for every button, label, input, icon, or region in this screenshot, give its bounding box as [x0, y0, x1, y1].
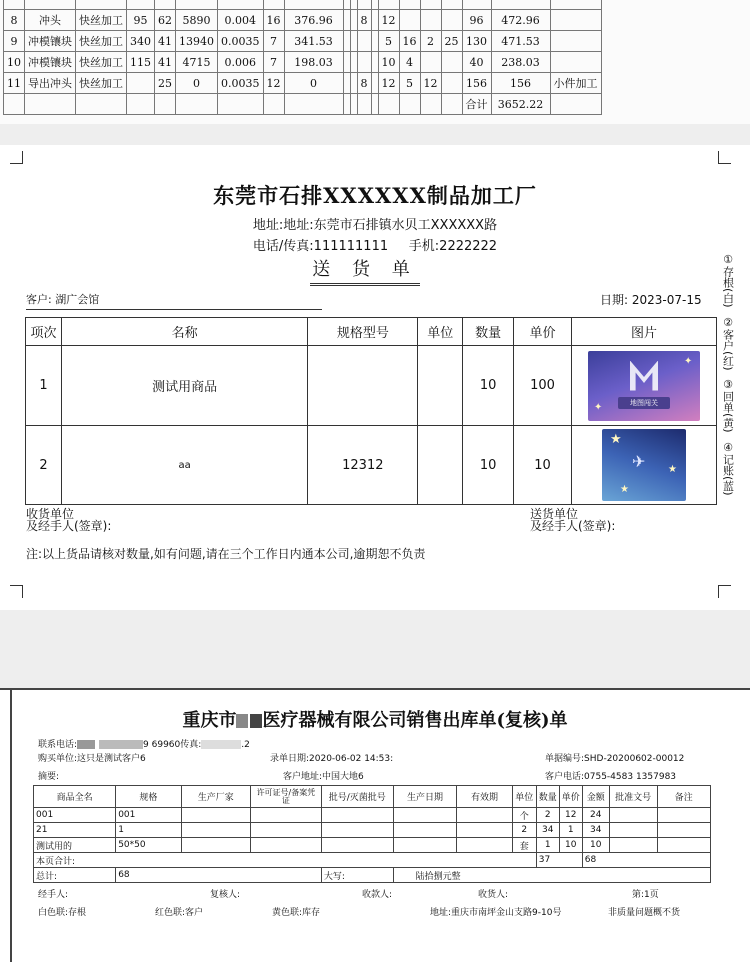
cell-c11 [350, 31, 357, 52]
cell [393, 823, 457, 838]
cell-c9: 0 [284, 73, 343, 94]
col-header: 规格型号 [308, 318, 418, 346]
cell-c7 [218, 0, 264, 10]
cell-process: 快丝加工 [76, 52, 127, 73]
cell [609, 808, 657, 823]
cell-c19: 471.53 [491, 31, 550, 52]
cell: 50*50 [116, 838, 181, 853]
table-row [34, 823, 711, 838]
customer-field: 客户: 湖广会馆 [26, 291, 322, 310]
cell: 套 [512, 838, 536, 853]
cell-c20 [550, 0, 601, 10]
cell-c4: 115 [127, 52, 155, 73]
cell-c11 [350, 52, 357, 73]
table-row [26, 346, 717, 426]
cell [181, 838, 250, 853]
cell-name [25, 0, 76, 10]
copy-label: ①存根(白) [721, 253, 735, 308]
cell-c12 [357, 31, 371, 52]
cell-c7: 0.004 [218, 10, 264, 31]
cell-c13 [371, 52, 378, 73]
row-image-cell [572, 346, 717, 426]
col-header: 单价 [559, 786, 582, 808]
total-row [4, 94, 602, 115]
cell-c10 [343, 52, 350, 73]
thumbnail-caption: 地图闯关 [618, 397, 670, 409]
row-price: 10 [514, 426, 572, 505]
cell: 34 [536, 823, 559, 838]
cell-c5: 41 [155, 52, 176, 73]
cell-c20 [550, 31, 601, 52]
receiver-field: 收货人: [478, 890, 509, 900]
airplane-icon: ✈ [632, 452, 646, 471]
total-value: 68 [116, 868, 322, 883]
cell-c8: 16 [263, 10, 284, 31]
cell [657, 838, 710, 853]
table-row [4, 0, 602, 10]
cell-c6: 4715 [176, 52, 218, 73]
cell-c18: 96 [462, 10, 491, 31]
col-header: 规格 [116, 786, 181, 808]
col-header: 名称 [61, 318, 307, 346]
cell: 001 [34, 808, 116, 823]
cell [321, 808, 393, 823]
cell-c10 [343, 0, 350, 10]
cell-c12: 8 [357, 73, 371, 94]
header-row [34, 786, 711, 808]
delivery-note-sheet [0, 145, 750, 610]
cell-c17 [441, 0, 462, 10]
delivery-table [25, 317, 717, 505]
col-header: 图片 [572, 318, 717, 346]
cell [457, 808, 513, 823]
cell-c17 [441, 10, 462, 31]
logo-m-icon [630, 361, 658, 391]
cell-c6 [176, 0, 218, 10]
cell: 34 [582, 823, 609, 838]
col-header: 商品全名 [34, 786, 116, 808]
cell-c6: 5890 [176, 10, 218, 31]
cell-c13 [371, 73, 378, 94]
table-row [4, 31, 602, 52]
cell-process: 快丝加工 [76, 10, 127, 31]
cell-c19: 156 [491, 73, 550, 94]
redaction-block [99, 740, 143, 749]
cell [457, 823, 513, 838]
grand-total-row [34, 868, 711, 883]
col-header: 项次 [26, 318, 62, 346]
cell-c15: 16 [399, 31, 420, 52]
cell [393, 808, 457, 823]
cell-process: 快丝加工 [76, 31, 127, 52]
cell-c5: 41 [155, 31, 176, 52]
cell-c15: 5 [399, 73, 420, 94]
cell-c5: 25 [155, 73, 176, 94]
col-header: 生产厂家 [181, 786, 250, 808]
cell-c14: 12 [378, 10, 399, 31]
cell-c9: 198.03 [284, 52, 343, 73]
cell: 1 [536, 838, 559, 853]
row-name: 测试用商品 [61, 346, 307, 426]
header-row [26, 318, 717, 346]
row-qty: 10 [463, 346, 514, 426]
cell [657, 823, 710, 838]
table-row [4, 52, 602, 73]
cell: 24 [582, 808, 609, 823]
col-header: 备注 [657, 786, 710, 808]
cell-c4: 95 [127, 10, 155, 31]
cell-process: 快丝加工 [76, 73, 127, 94]
cell-c13 [371, 31, 378, 52]
table-row [34, 808, 711, 823]
redaction-block [250, 714, 262, 728]
cell-c17 [441, 73, 462, 94]
page-total-qty: 37 [536, 853, 582, 868]
col-header: 有效期 [457, 786, 513, 808]
cell-no: 11 [4, 73, 25, 94]
redaction-block [77, 740, 95, 749]
document-title: 重庆市 医疗器械有限公司销售出库单(复核)单 [182, 710, 568, 731]
quality-note: 非质量问题概不货 [608, 908, 681, 918]
cell-c12 [357, 52, 371, 73]
cell-c20: 小件加工 [550, 73, 601, 94]
disclaimer-note: 注:以上货品请核对数量,如有问题,请在三个工作日内通本公司,逾期恕不负责 [26, 547, 426, 561]
cell [250, 823, 321, 838]
cell [181, 823, 250, 838]
cell: 个 [512, 808, 536, 823]
crop-mark [10, 151, 23, 164]
table-row [4, 10, 602, 31]
cell-process [76, 0, 127, 10]
cell-c20 [550, 52, 601, 73]
col-header: 批准文号 [609, 786, 657, 808]
processing-cost-table [3, 0, 602, 115]
cell [181, 808, 250, 823]
cell-name: 冲模镶块 [25, 52, 76, 73]
summary-field: 摘要: [38, 772, 60, 782]
table-row [26, 426, 717, 505]
cell-c16: 2 [420, 31, 441, 52]
cell-c13 [371, 10, 378, 31]
crop-mark [10, 585, 23, 598]
cell: 1 [559, 823, 582, 838]
cell [657, 808, 710, 823]
capital-value: 陆拾捌元整 [393, 868, 710, 883]
copy-white: 白色联:存根 [38, 908, 87, 918]
cell-c6: 13940 [176, 31, 218, 52]
total-label: 总计: [34, 868, 116, 883]
star-icon: ✦ [594, 401, 603, 413]
cell-c4 [127, 73, 155, 94]
cell [393, 838, 457, 853]
cell-c10 [343, 73, 350, 94]
copy-label: ③回单(黄) [721, 378, 735, 433]
cell: 2 [536, 808, 559, 823]
table-row [4, 73, 602, 94]
copy-label: ④记账(蓝) [721, 440, 735, 496]
crop-mark [718, 585, 731, 598]
cell-c11 [350, 73, 357, 94]
cell-c4: 340 [127, 31, 155, 52]
crop-mark [718, 151, 731, 164]
page-number: 第:1页 [632, 890, 659, 900]
cell-c4 [127, 0, 155, 10]
cell [321, 823, 393, 838]
row-no: 1 [26, 346, 62, 426]
page-total-row [34, 853, 711, 868]
contact-line: 联系电话: 9 69960传真: .2 [38, 740, 250, 750]
redaction-block [201, 740, 241, 749]
cell-no: 9 [4, 31, 25, 52]
cell-c6: 0 [176, 73, 218, 94]
total-label: 合计 [462, 94, 491, 115]
row-spec: 12312 [308, 426, 418, 505]
cell-c10 [343, 10, 350, 31]
cell-c14: 5 [378, 31, 399, 52]
cell-c19 [491, 0, 550, 10]
page-total-amount: 68 [582, 853, 710, 868]
cell-c18 [462, 0, 491, 10]
processing-cost-sheet [0, 0, 750, 124]
cell-c14: 10 [378, 52, 399, 73]
sender-signature: 送货单位 及经手人(签章): [530, 507, 616, 533]
cell-c16 [420, 52, 441, 73]
copy-red: 红色联:客户 [155, 908, 204, 918]
cell-name: 导出冲头 [25, 73, 76, 94]
cell-no: 10 [4, 52, 25, 73]
outbound-table [33, 785, 711, 883]
cashier-field: 收款人: [362, 890, 393, 900]
cell-c16 [420, 10, 441, 31]
copy-legend [718, 253, 738, 503]
cell-c17: 25 [441, 31, 462, 52]
cell-c11 [350, 0, 357, 10]
capital-label: 大写: [321, 868, 393, 883]
receiver-signature: 收货单位 及经手人(签章): [26, 507, 112, 533]
cell-c11 [350, 10, 357, 31]
cell-c5 [155, 0, 176, 10]
product-thumbnail [602, 429, 686, 501]
cell-c19: 472.96 [491, 10, 550, 31]
copy-label: ②客户(红) [721, 315, 735, 371]
col-header: 许可证号/备案凭证 [250, 786, 321, 808]
cell [250, 838, 321, 853]
cell-c8 [263, 0, 284, 10]
document-number: 单据编号:SHD-20200602-00012 [545, 754, 685, 764]
row-spec [308, 346, 418, 426]
row-unit [418, 346, 463, 426]
cell-c18: 130 [462, 31, 491, 52]
cell-c16 [420, 0, 441, 10]
cell-c7: 0.006 [218, 52, 264, 73]
cell [250, 808, 321, 823]
page-total-label: 本页合计: [34, 853, 537, 868]
row-image-cell [572, 426, 717, 505]
cell [609, 838, 657, 853]
entry-date-field: 录单日期:2020-06-02 14:53: [270, 754, 394, 764]
total-value: 3652.22 [491, 94, 550, 115]
company-contact [0, 235, 750, 254]
col-header: 金额 [582, 786, 609, 808]
document-title: 送 货 单 [310, 255, 420, 286]
cell: 10 [582, 838, 609, 853]
company-address: 地址:重庆市南坪金山支路9-10号 [430, 908, 562, 918]
cell-c14: 12 [378, 73, 399, 94]
col-header: 数量 [463, 318, 514, 346]
cell-name: 冲头 [25, 10, 76, 31]
col-header: 批号/灭菌批号 [321, 786, 393, 808]
cell-c10 [343, 31, 350, 52]
customer-address: 客户地址:中国大地6 [283, 772, 364, 782]
outbound-note-sheet [0, 688, 750, 962]
phone-fax: 电话/传真:111111111 [252, 239, 389, 254]
cell: 测试用的 [34, 838, 116, 853]
cell: 001 [116, 808, 181, 823]
col-header: 单位 [512, 786, 536, 808]
cell: 1 [116, 823, 181, 838]
cell-c9: 341.53 [284, 31, 343, 52]
cell-c15 [399, 0, 420, 10]
cell: 2 [512, 823, 536, 838]
cell-c12 [357, 0, 371, 10]
buyer-field: 购买单位:这只是测试客户6 [38, 754, 146, 764]
star-icon: ✦ [684, 355, 693, 367]
product-thumbnail [588, 351, 700, 421]
row-unit [418, 426, 463, 505]
table-row [34, 838, 711, 853]
cell-c17 [441, 52, 462, 73]
cell-c19: 238.03 [491, 52, 550, 73]
cell-c8: 7 [263, 52, 284, 73]
cell-c14 [378, 0, 399, 10]
cell: 21 [34, 823, 116, 838]
col-header: 单价 [514, 318, 572, 346]
cell-c18: 156 [462, 73, 491, 94]
customer-phone: 客户电话:0755-4583 1357983 [545, 772, 677, 782]
copy-yellow: 黄色联:库存 [272, 908, 321, 918]
cell-c20 [550, 10, 601, 31]
cell-no [4, 0, 25, 10]
cell-no: 8 [4, 10, 25, 31]
cell-c13 [371, 0, 378, 10]
cell: 12 [559, 808, 582, 823]
row-name: aa [61, 426, 307, 505]
row-qty: 10 [463, 426, 514, 505]
cell [457, 838, 513, 853]
row-no: 2 [26, 426, 62, 505]
handler-field: 经手人: [38, 890, 69, 900]
row-price: 100 [514, 346, 572, 426]
cell-c7: 0.0035 [218, 73, 264, 94]
cell-c15 [399, 10, 420, 31]
mobile: 手机:2222222 [408, 239, 498, 254]
cell-c16: 12 [420, 73, 441, 94]
reviewer-field: 复核人: [210, 890, 241, 900]
cell-c15: 4 [399, 52, 420, 73]
cell-name: 冲模镶块 [25, 31, 76, 52]
cell-c5: 62 [155, 10, 176, 31]
cell-c9 [284, 0, 343, 10]
company-name: 东莞市石排XXXXXX制品加工厂 [213, 183, 537, 208]
cell-c9: 376.96 [284, 10, 343, 31]
date-field: 日期: 2023-07-15 [600, 293, 702, 307]
star-icon: ★ [668, 464, 677, 475]
col-header: 生产日期 [393, 786, 457, 808]
col-header: 单位 [418, 318, 463, 346]
redaction-block [236, 714, 248, 728]
star-icon: ★ [610, 432, 622, 447]
cell [609, 823, 657, 838]
company-address: 地址:地址:东莞市石排镇水贝工XXXXXX路 [252, 218, 498, 233]
star-icon: ★ [620, 484, 629, 495]
col-header: 数量 [536, 786, 559, 808]
cell [321, 838, 393, 853]
cell-c8: 12 [263, 73, 284, 94]
cell-c18: 40 [462, 52, 491, 73]
cell: 10 [559, 838, 582, 853]
cell-c7: 0.0035 [218, 31, 264, 52]
cell-c8: 7 [263, 31, 284, 52]
cell-c12: 8 [357, 10, 371, 31]
